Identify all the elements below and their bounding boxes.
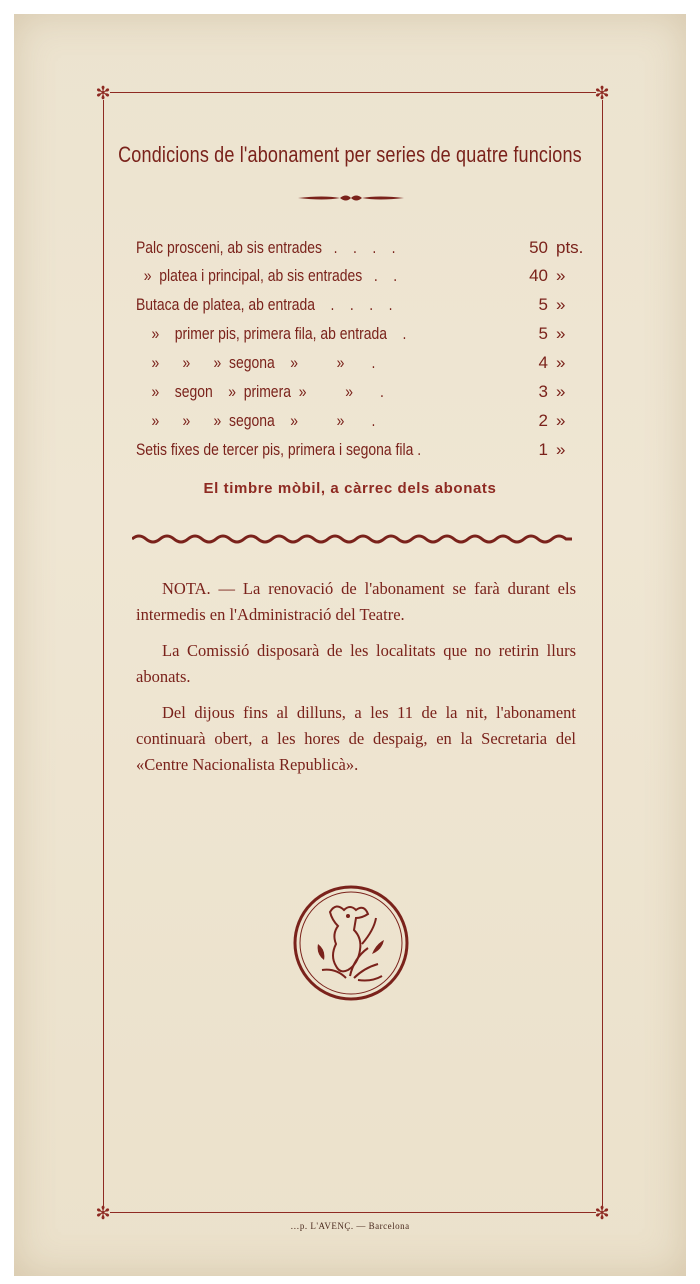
frame-left — [103, 100, 104, 1206]
corner-star-icon: ✻ — [594, 1203, 610, 1223]
frame-bottom — [110, 1212, 596, 1213]
price-unit: » — [556, 382, 566, 401]
price-amount: 50 — [529, 238, 548, 257]
note-paragraph: La Comissió disposarà de les localitats que no retirin llurs abonats. — [136, 641, 576, 686]
wavy-divider — [132, 528, 572, 548]
price-amount: 5 — [538, 295, 548, 314]
price-label: » platea i principal, ab sis entrades . . — [136, 266, 398, 285]
note-paragraph: Del dijous fins al dilluns, a les 11 de la nit, l'abonament continuarà obert, a les hores de despaig, en la Secretaria del «Centre Nacionalista Republicà». — [136, 703, 576, 774]
price-label: » » » segona » » . — [136, 411, 376, 430]
price-amount: 2 — [538, 411, 548, 430]
price-label: » segon » primera » » . — [136, 382, 384, 401]
price-unit: » — [556, 440, 566, 459]
price-row — [136, 382, 576, 410]
price-amount: 3 — [538, 382, 548, 401]
corner-star-icon: ✻ — [95, 1203, 111, 1223]
price-unit: » — [556, 324, 566, 343]
price-unit: » — [556, 353, 566, 372]
corner-star-icon: ✻ — [594, 83, 610, 103]
note-block — [136, 576, 576, 778]
fantastic-animal-emblem-icon — [292, 884, 410, 1002]
price-row — [136, 238, 584, 266]
price-amount: 40 — [529, 266, 548, 285]
note-paragraph: NOTA. — La renovació de l'abonament se farà durant els intermedis en l'Administració del Teatre. — [136, 579, 576, 624]
price-row — [136, 411, 576, 439]
price-row — [136, 266, 576, 294]
corner-star-icon: ✻ — [95, 83, 111, 103]
price-row — [136, 440, 576, 468]
price-row — [136, 353, 576, 381]
frame-top — [110, 92, 596, 93]
price-label: » primer pis, primera fila, ab entrada . — [136, 324, 407, 343]
price-amount: 4 — [538, 353, 548, 372]
printer-imprint: …p. L'AVENÇ. — Barcelona — [290, 1221, 410, 1231]
price-label: Palc prosceni, ab sis entrades . . . . — [136, 238, 396, 257]
price-unit: » — [556, 411, 566, 430]
price-unit: » — [556, 295, 566, 314]
frame-right — [602, 100, 603, 1206]
price-label: Setis fixes de tercer pis, primera i segona fila . — [136, 440, 422, 459]
price-row — [136, 324, 576, 352]
stamp-note: El timbre mòbil, a càrrec dels abonats — [203, 480, 497, 497]
price-label: Butaca de platea, ab entrada . . . . — [136, 295, 393, 314]
price-amount: 5 — [538, 324, 548, 343]
price-label: » » » segona » » . — [136, 353, 376, 372]
price-amount: 1 — [538, 440, 548, 459]
price-unit: pts. — [556, 238, 584, 257]
price-row — [136, 295, 576, 323]
document-title: Condicions de l'abonament per series de quatre funcions — [118, 142, 582, 167]
price-unit: » — [556, 266, 566, 285]
title-ornament — [296, 192, 406, 204]
